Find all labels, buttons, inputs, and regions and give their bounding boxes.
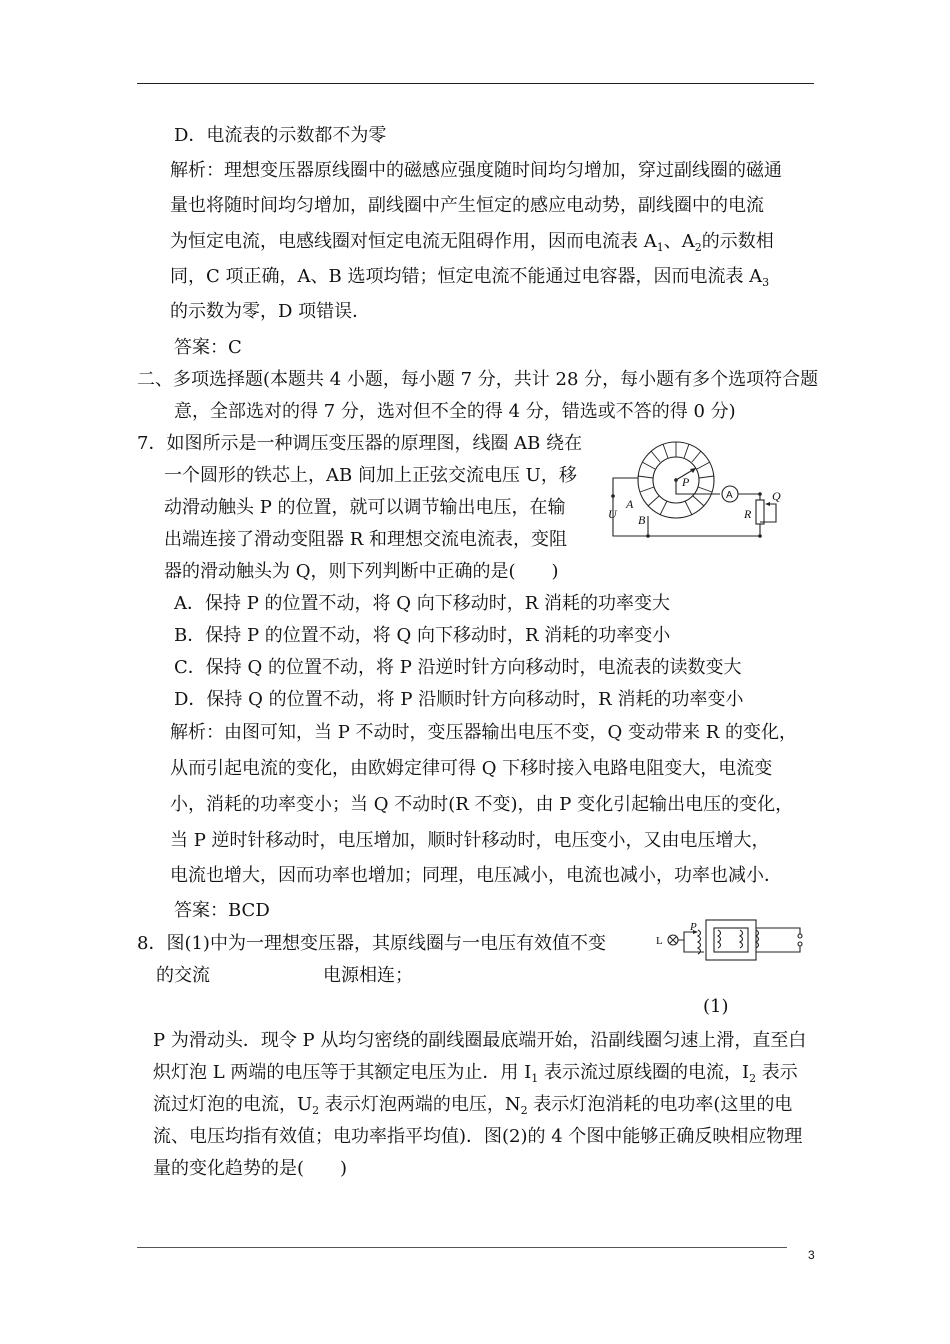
q7-fig-label-b: B xyxy=(638,513,646,527)
q7-analysis-line-1: 解析：由图可知，当 P 不动时，变压器输出电压不变，Q 变动带来 R 的变化， xyxy=(170,722,798,743)
q7-fig-ammeter-label: A xyxy=(726,490,733,501)
q7-fig-label-p: P xyxy=(682,475,690,489)
q7-analysis-line-2: 从而引起电流的变化，由欧姆定律可得 Q 下移时接入电路电阻变大，电流变 xyxy=(170,758,773,779)
footer-rule xyxy=(137,1247,787,1248)
header-rule xyxy=(137,83,814,84)
q7-stem-line-4: 出端连接了滑动变阻器 R 和理想交流电流表，变阻 xyxy=(164,529,567,550)
section2-heading-line-2: 意，全部选对的得 7 分，选对但不全的得 4 分，错选或不答的得 0 分) xyxy=(174,401,736,422)
q6-analysis-line-5: 的示数为零，D 项错误． xyxy=(170,301,371,322)
q7-option-d: D．保持 Q 的位置不动，将 P 沿顺时针方向移动时，R 消耗的功率变小 xyxy=(174,689,744,710)
q7-analysis-line-5: 电流也增大，因而功率也增加；同理，电压减小，电流也减小，功率也减小． xyxy=(170,865,782,886)
page-number: 3 xyxy=(808,1248,815,1262)
q7-fig-label-q: Q xyxy=(772,489,781,503)
q7-transformer-figure xyxy=(608,436,794,542)
q8-body-line-2: 炽灯泡 L 两端的电压等于其额定电压为止．用 $I_1$ 表示流过原线圈的电流，$I_2$ 表示 xyxy=(153,1062,798,1085)
q7-stem-line-2: 一个圆形的铁芯上，AB 间加上正弦交流电压 U，移 xyxy=(164,465,577,486)
q7-analysis-line-3: 小，消耗的功率变小；当 Q 不动时(R 不变)，由 P 变化引起输出电压的变化， xyxy=(170,794,794,815)
q7-stem-line-1: 7．如图所示是一种调压变压器的原理图，线圈 AB 绕在 xyxy=(137,433,583,454)
q7-answer: 答案：BCD xyxy=(174,900,270,921)
q7-option-c: C．保持 Q 的位置不动，将 P 沿逆时针方向移动时，电流表的读数变大 xyxy=(174,657,742,678)
q6-analysis-line-1: 解析：理想变压器原线圈中的磁感应强度随时间均匀增加，穿过副线圈的磁通 xyxy=(170,160,782,181)
q7-stem-line-3: 动滑动触头 P 的位置，就可以调节输出电压，在输 xyxy=(164,497,566,518)
q6-analysis-line-4: 同，C 项正确，A、B 选项均错；恒定电流不能通过电容器，因而电流表 $A_3$ xyxy=(170,266,770,289)
q7-option-a: A．保持 P 的位置不动，将 Q 向下移动时，R 消耗的功率变大 xyxy=(174,593,671,614)
q6-analysis-line-2: 量也将随时间均匀增加，副线圈中产生恒定的感应电动势，副线圈中的电流 xyxy=(170,195,764,216)
q8-fig-label-l: L xyxy=(656,935,663,947)
q6-answer: 答案：C xyxy=(174,337,242,358)
q8-stem-line-2b: 电源相连； xyxy=(323,965,413,986)
q6-analysis-line-3: 为恒定电流，电感线圈对恒定电流无阻碍作用，因而电流表 $A_1$、$A_2$的示数相 xyxy=(170,231,774,254)
q7-fig-label-u: U xyxy=(608,507,617,521)
q7-analysis-line-4: 当 P 逆时针移动时，电压增加，顺时针移动时，电压变小，又由电压增大， xyxy=(170,830,770,851)
q7-fig-label-r: R xyxy=(744,507,752,521)
q7-option-b: B．保持 P 的位置不动，将 Q 向下移动时，R 消耗的功率变小 xyxy=(174,625,671,646)
q8-body-line-5: 量的变化趋势的是( ) xyxy=(153,1158,348,1179)
q8-stem-line-2a: 的交流 xyxy=(156,965,210,986)
q6-option-d: D．电流表的示数都不为零 xyxy=(174,125,387,146)
q7-stem-line-5: 器的滑动触头为 Q，则下列判断中正确的是( ) xyxy=(164,561,559,582)
q8-transformer-figure xyxy=(654,914,810,964)
q8-body-line-4: 流、电压均指有效值；电功率指平均值)．图(2)的 4 个图中能够正确反映相应物理 xyxy=(153,1126,803,1147)
q8-stem-line-1: 8．图(1)中为一理想变压器，其原线圈与一电压有效值不变 xyxy=(137,933,606,954)
q8-fig-label-p: P xyxy=(690,921,697,933)
q7-fig-label-a: A xyxy=(626,497,634,511)
q8-body-line-1: P 为滑动头．现令 P 从均匀密绕的副线圈最底端开始，沿副线圈匀速上滑，直至白 xyxy=(153,1030,807,1051)
q8-body-line-3: 流过灯泡的电流，$U_2$ 表示灯泡两端的电压，$N_2$ 表示灯泡消耗的电功率(这里的电 xyxy=(153,1094,793,1117)
section2-heading-line-1: 二、多项选择题(本题共 4 小题，每小题 7 分，共计 28 分，每小题有多个选项符合题 xyxy=(137,369,819,390)
q8-figure-caption: (1) xyxy=(703,996,729,1017)
